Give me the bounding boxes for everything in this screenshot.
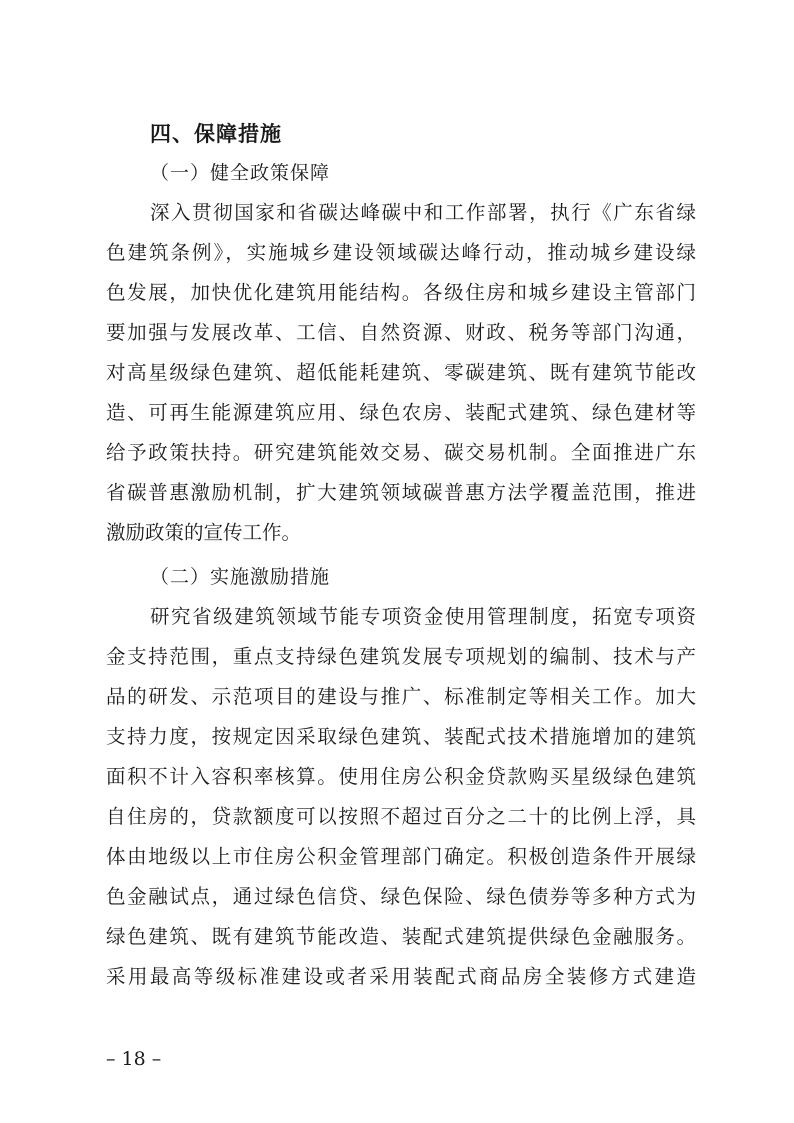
paragraph-line: 支持力度，按规定因采取绿色建筑、装配式技术措施增加的建筑 — [106, 725, 696, 748]
paragraph-line: 面积不计入容积率核算。使用住房公积金贷款购买星级绿色建筑 — [106, 765, 696, 788]
paragraph-line: 自住房的，贷款额度可以按照不超过百分之二十的比例上浮，具 — [106, 805, 696, 828]
paragraph-line: 色金融试点，通过绿色信贷、绿色保险、绿色债券等多种方式为 — [106, 885, 696, 908]
page-number: – 18 – — [106, 1048, 162, 1070]
paragraph-line: 采用最高等级标准建设或者采用装配式商品房全装修方式建造 — [106, 965, 696, 988]
paragraph-line: 色建筑条例》，实施城乡建设领域碳达峰行动，推动城乡建设绿 — [106, 241, 696, 264]
paragraph-line: 激励政策的宣传工作。 — [106, 521, 302, 544]
paragraph-line: 品的研发、示范项目的建设与推广、标准制定等相关工作。加大 — [106, 685, 696, 708]
paragraph-line: 要加强与发展改革、工信、自然资源、财政、税务等部门沟通， — [106, 321, 696, 344]
paragraph-line: 给予政策扶持。研究建筑能效交易、碳交易机制。全面推进广东 — [106, 441, 696, 464]
paragraph-line: 造、可再生能源建筑应用、绿色农房、装配式建筑、绿色建材等 — [106, 401, 696, 424]
section-heading: 四、保障措施 — [150, 122, 282, 146]
paragraph-line: 对高星级绿色建筑、超低能耗建筑、零碳建筑、既有建筑节能改 — [106, 361, 696, 384]
paragraph-line: 省碳普惠激励机制，扩大建筑领域碳普惠方法学覆盖范围，推进 — [106, 481, 696, 504]
paragraph-line: 色发展，加快优化建筑用能结构。各级住房和城乡建设主管部门 — [106, 281, 696, 304]
subsection-title-incentives: （二）实施激励措施 — [150, 566, 331, 588]
paragraph-line: 体由地级以上市住房公积金管理部门确定。积极创造条件开展绿 — [106, 845, 696, 868]
paragraph-line: 绿色建筑、既有建筑节能改造、装配式建筑提供绿色金融服务。 — [106, 925, 696, 948]
paragraph-line: 金支持范围，重点支持绿色建筑发展专项规划的编制、技术与产 — [106, 645, 696, 668]
paragraph-line: 研究省级建筑领域节能专项资金使用管理制度，拓宽专项资 — [150, 605, 696, 628]
paragraph-line: 深入贯彻国家和省碳达峰碳中和工作部署，执行《广东省绿 — [150, 201, 696, 224]
subsection-title-policy: （一）健全政策保障 — [150, 162, 331, 184]
